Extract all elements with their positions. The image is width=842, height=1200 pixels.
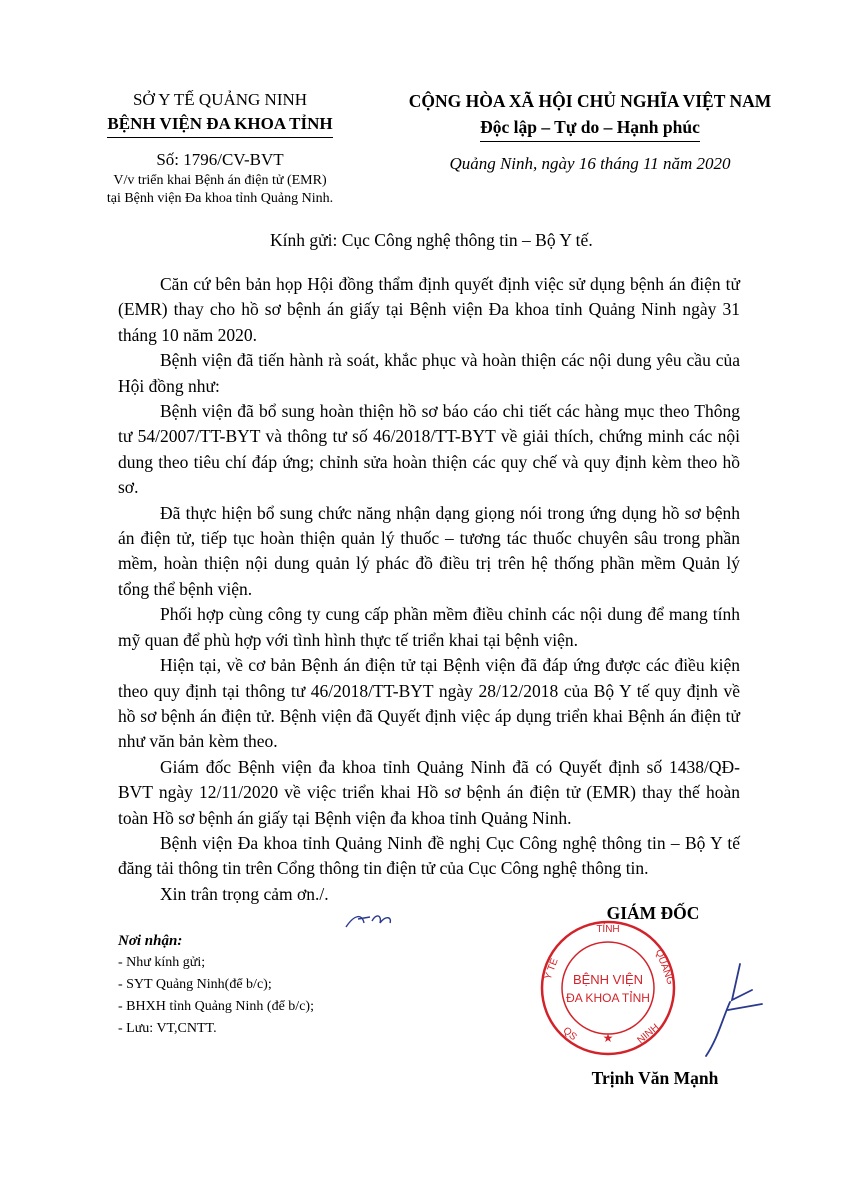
national-header	[385, 88, 795, 176]
motto: Độc lập – Tự do – Hạnh phúc	[480, 114, 700, 142]
paragraph: Giám đốc Bệnh viện đa khoa tỉnh Quảng Ninh đã có Quyết định số 1438/QĐ-BVT ngày 12/11/2020 về việc triển khai Hồ sơ bệnh án điện tử (EMR) thay thế hoàn toàn Hồ sơ bệnh án giấy tại Bệnh viện đa khoa tỉnh Quảng Ninh.	[118, 756, 740, 828]
seal-ring-left: Y TẾ	[542, 956, 561, 982]
subject-line-1: V/v triển khai Bệnh án điện tử (EMR)	[113, 173, 327, 188]
distribution-title: Nơi nhận:	[118, 933, 183, 949]
paragraph: Bệnh viện đã tiến hành rà soát, khắc phục và hoàn thiện các nội dung yêu cầu của Hội đồng như:	[118, 350, 740, 396]
distribution-item: - Như kính gửi;	[118, 955, 206, 970]
seal-ring-bottom-left: QS	[560, 1025, 579, 1043]
place-date: Quảng Ninh, ngày 16 tháng 11 năm 2020	[449, 154, 731, 173]
distribution-list	[118, 930, 314, 1040]
letter-body	[118, 272, 740, 907]
seal-ring-bottom-right: NINH	[635, 1022, 662, 1047]
paragraph: Bệnh viện Đa khoa tỉnh Quảng Ninh đề nghị Cục Công nghệ thông tin – Bộ Y tế đăng tải thông tin trên Cổng thông tin điện tử của Cục Công nghệ thông tin.	[118, 832, 740, 879]
paragraph: Bệnh viện đã bổ sung hoàn thiện hồ sơ báo cáo chi tiết các hàng mục theo Thông tư 54/2007/TT-BYT và thông tư số 46/2018/TT-BYT về giải thích, chứng minh các nội dung theo tiêu chí đáp ứng; chỉnh sửa hoàn thiện các quy chế và quy định kèm theo hồ sơ.	[118, 401, 740, 498]
subject-line-2: tại Bệnh viện Đa khoa tỉnh Quảng Ninh.	[106, 191, 334, 206]
signer-name: Trịnh Văn Mạnh	[591, 1068, 719, 1088]
paragraph: Căn cứ bên bản họp Hội đồng thẩm định quyết định việc sử dụng bệnh án điện tử (EMR) thay cho hồ sơ bệnh án giấy tại Bệnh viện Đa khoa tỉnh Quảng Ninh ngày 31 tháng 10 năm 2020.	[118, 274, 740, 345]
distribution-item: - Lưu: VT,CNTT.	[118, 1021, 217, 1036]
distribution-item: - SYT Quảng Ninh(để b/c);	[118, 977, 272, 992]
seal-ring-right: QUẢNG	[652, 948, 676, 987]
recipient-line: Kính gửi: Cục Công nghệ thông tin – Bộ Y tế.	[270, 230, 593, 250]
red-seal-stamp	[538, 918, 678, 1058]
signatory-title: GIÁM ĐỐC	[606, 903, 700, 923]
seal-ring-top: TỈNH	[596, 924, 620, 935]
paragraph: Phối hợp cùng công ty cung cấp phần mềm điều chỉnh các nội dung để mang tính mỹ quan để phù hợp với tình hình thực tế triển khai tại bệnh viện.	[118, 604, 740, 650]
nation-title: CỘNG HÒA XÃ HỘI CHỦ NGHĨA VIỆT NAM	[408, 91, 772, 111]
paragraph: Hiện tại, về cơ bản Bệnh án điện tử tại Bệnh viện đã đáp ứng được các điều kiện theo quy định tại thông tư 46/2018/TT-BYT ngày 28/12/2018 của Bộ Y tế quy định về hồ sơ bệnh án điện tử. Bệnh viện đã Quyết định việc áp dụng triển khai Bệnh án điện tử như văn bản kèm theo.	[118, 655, 740, 752]
sender-block	[60, 88, 380, 208]
closing-line: Xin trân trọng cảm ơn./.	[160, 883, 329, 904]
distribution-item: - BHXH tỉnh Quảng Ninh (để b/c);	[118, 999, 314, 1014]
seal-line-1: BỆNH VIỆN	[572, 972, 644, 987]
handwritten-signature	[700, 960, 770, 1060]
initial-scribble	[340, 905, 420, 935]
org-parent: SỞ Y TẾ QUẢNG NINH	[132, 90, 308, 109]
paragraph: Đã thực hiện bổ sung chức năng nhận dạng giọng nói trong ứng dụng hồ sơ bệnh án điện tử, tiếp tục hoàn thiện quản lý thuốc – tương tác thuốc chuyên sâu trong phần mềm, hoàn thiện nội dung quản lý phác đồ điều trị trên hệ thống phần mềm Quản lý tổng thể bệnh viện.	[118, 502, 740, 599]
document-number: Số: 1796/CV-BVT	[156, 150, 284, 169]
seal-line-2: ĐA KHOA TỈNH	[566, 991, 650, 1005]
org-name: BỆNH VIỆN ĐA KHOA TỈNH	[107, 112, 332, 138]
star-icon: ★	[602, 1031, 614, 1045]
